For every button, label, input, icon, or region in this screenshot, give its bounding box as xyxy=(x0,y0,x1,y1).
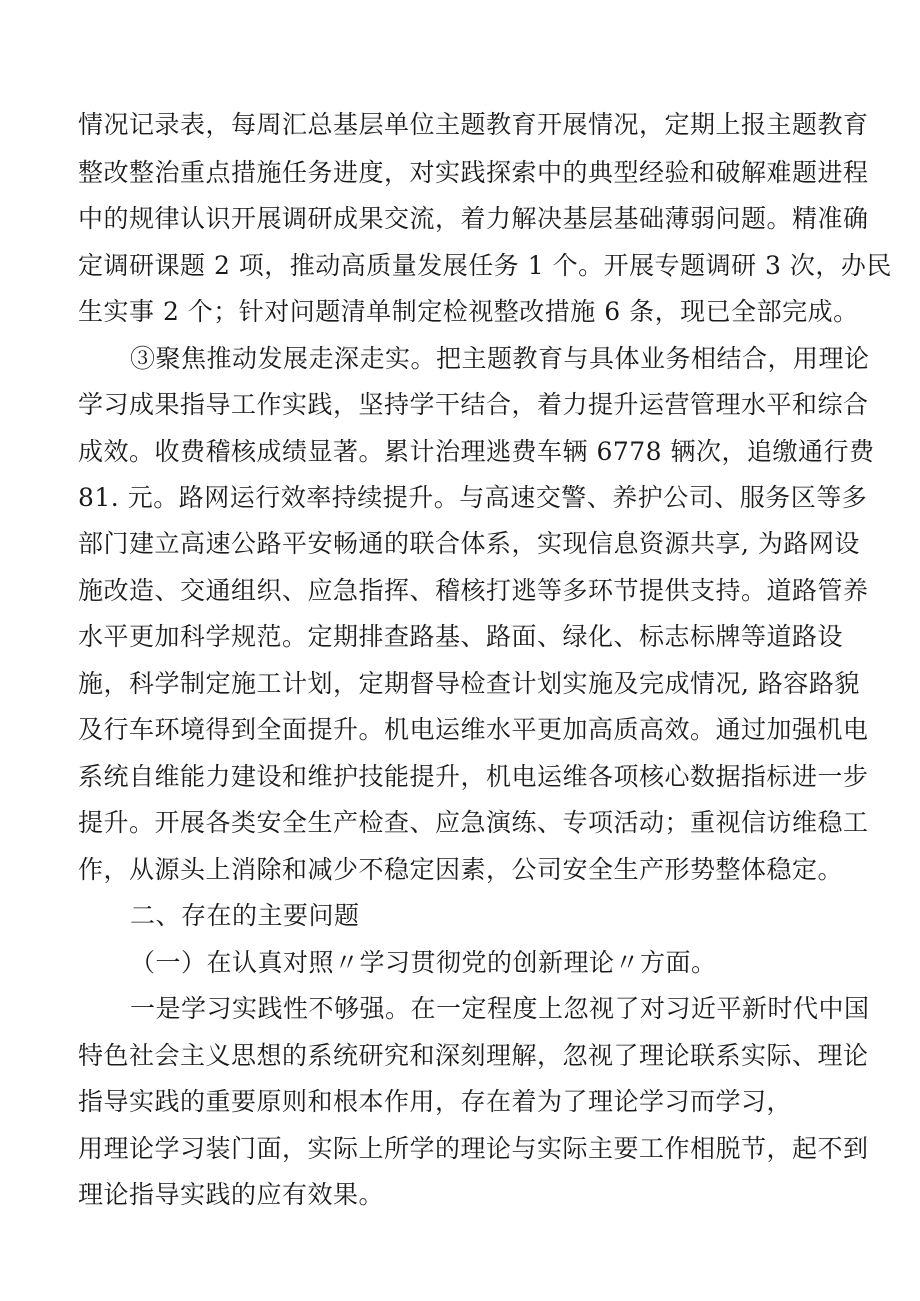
text-line-10: 部门建立高速公路平安畅通的联合体系，实现信息资源共享, 为路网设 xyxy=(78,529,860,558)
text-line-11: 施改造、交通组织、应急指挥、稽核打逃等多环节提供支持。道路管养 xyxy=(78,576,869,605)
text-line-12: 水平更加科学规范。定期排查路基、路面、绿化、标志标牌等道路设 xyxy=(78,622,844,651)
text-line-23: 用理论学习装门面，实际上所学的理论与实际主要工作相脱节，起不到 xyxy=(78,1134,869,1163)
text-line-3: 中的规律认识开展调研成果交流，着力解决基层基础薄弱问题。精准确 xyxy=(78,204,869,233)
text-line-5: 生实事 2 个；针对问题清单制定检视整改措施 6 条，现已全部完成。 xyxy=(78,297,859,326)
text-line-1: 情况记录表，每周汇总基层单位主题教育开展情况，定期上报主题教育 xyxy=(78,110,869,139)
paragraph-3-first-line: ③聚焦推动发展走深走实。把主题教育与具体业务相结合，用理论 xyxy=(130,344,870,373)
text-line-14: 及行车环境得到全面提升。机电运维水平更加高质高效。通过加强机电 xyxy=(78,715,869,744)
text-line-15: 系统自维能力建设和维护技能提升，机电运维各项核心数据指标进一步 xyxy=(78,762,869,791)
text-line-21: 特色社会主义思想的系统研究和深刻理解，忽视了理论联系实际、理论 xyxy=(78,1041,869,1070)
text-line-22: 指导实践的重要原则和根本作用，存在着为了理论学习而学习， xyxy=(78,1087,793,1116)
text-line-13: 施，科学制定施工计划，定期督导检查计划实施及完成情况, 路容路貌 xyxy=(78,669,860,698)
text-line-8: 成效。收费稽核成绩显著。累计治理逃费车辆 6778 辆次，追缴通行费 xyxy=(78,437,875,466)
text-line-4: 定调研课题 2 项，推动高质量发展任务 1 个。开展专题调研 3 次，办民 xyxy=(78,251,892,280)
text-line-24: 理论指导实践的应有效果。 xyxy=(78,1180,385,1209)
text-line-16: 提升。开展各类安全生产检查、应急演练、专项活动；重视信访维稳工 xyxy=(78,808,869,837)
subsection-heading: （一）在认真对照〃学习贯彻党的创新理论〃方面。 xyxy=(130,948,717,977)
text-line-7: 学习成果指导工作实践，坚持学干结合，着力提升运营管理水平和综合 xyxy=(78,390,869,419)
text-line-9: 81. 元。路网运行效率持续提升。与高速交警、养护公司、服务区等多 xyxy=(78,483,868,512)
text-line-17: 作，从源头上消除和减少不稳定因素，公司安全生产形势整体稳定。 xyxy=(78,855,844,884)
text-line-2: 整改整治重点措施任务进度，对实践探索中的典型经验和破解难题进程 xyxy=(78,158,869,187)
paragraph-problem-first-line: 一是学习实践性不够强。在一定程度上忽视了对习近平新时代中国 xyxy=(130,994,870,1023)
section-heading: 二、存在的主要问题 xyxy=(130,901,360,930)
